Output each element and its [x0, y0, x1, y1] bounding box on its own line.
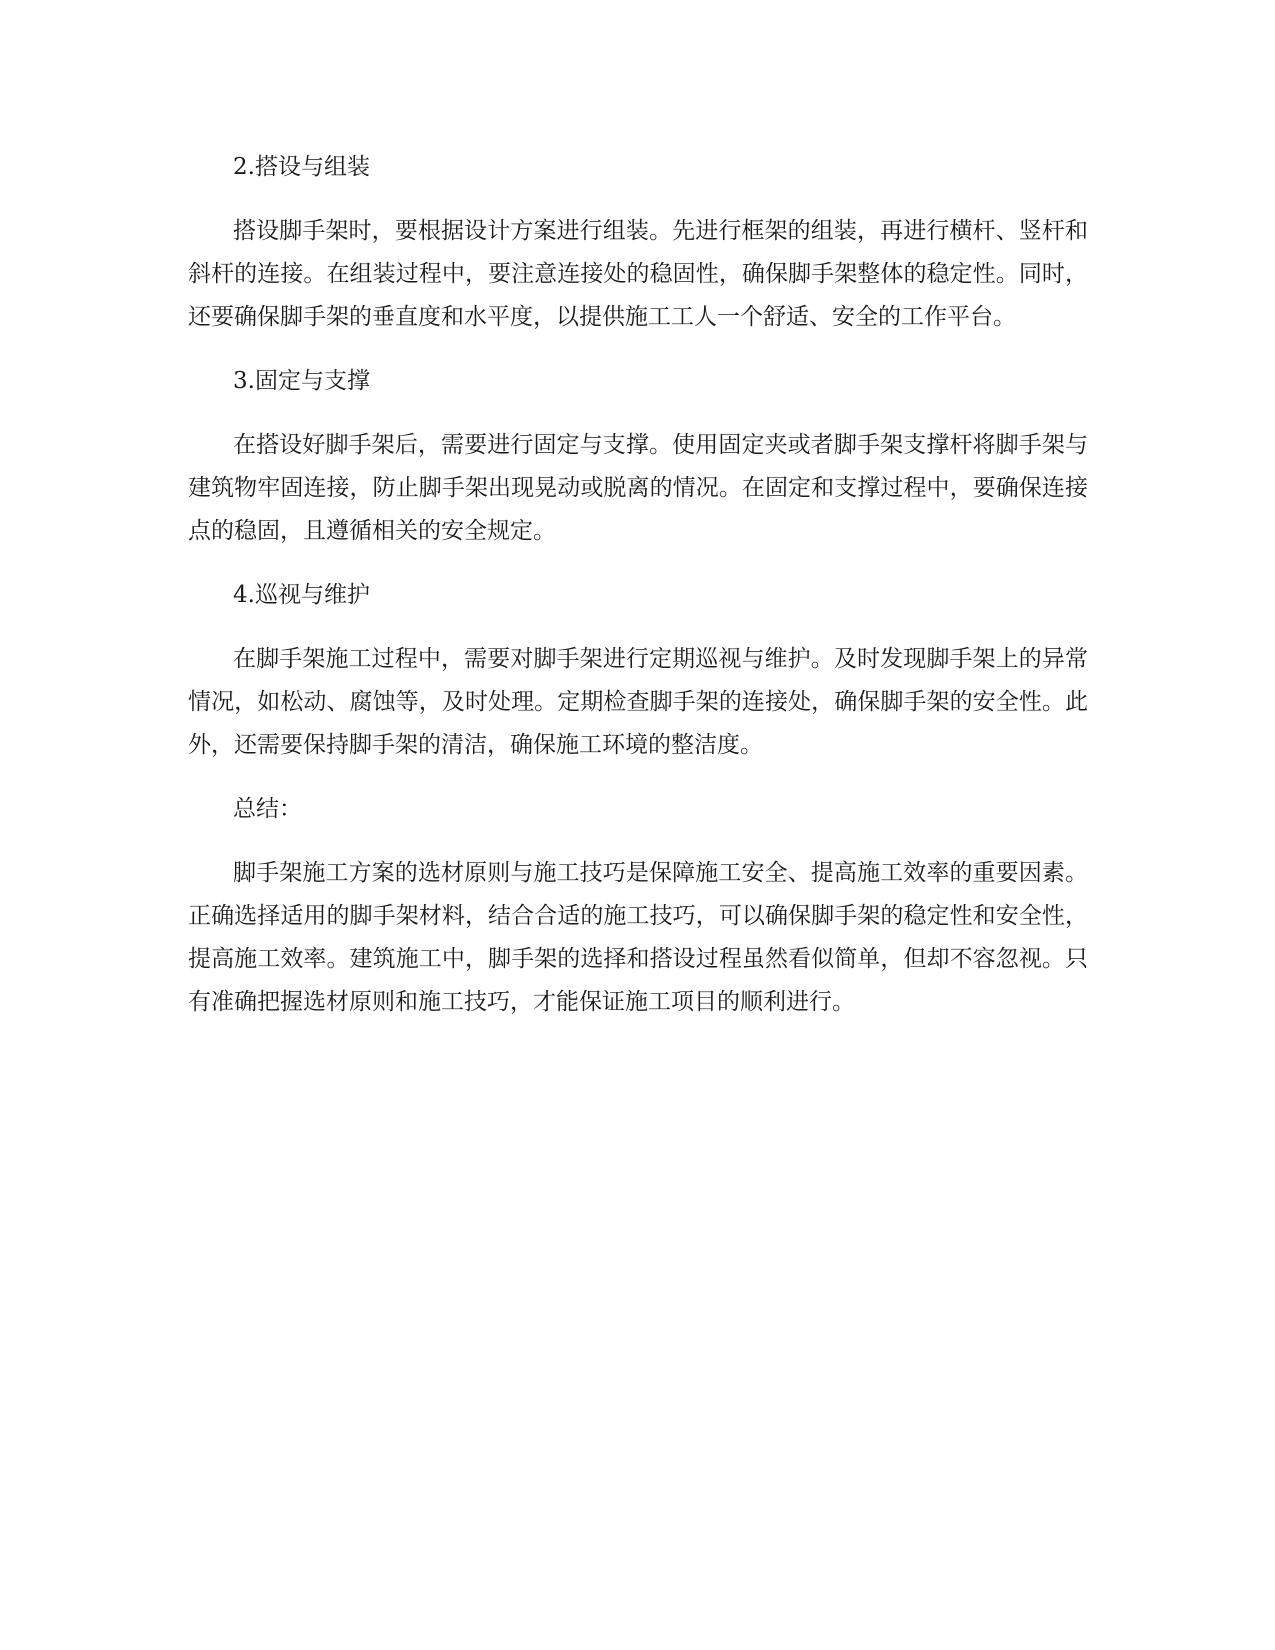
section-heading-fixing: 3.固定与支撑 [233, 368, 370, 394]
section-paragraph-summary: 脚手架施工方案的选材原则与施工技巧是保障施工安全、提高施工效率的重要因素。正确选择适用的脚手架材料，结合合适的施工技巧，可以确保脚手架的稳定性和安全性，提高施工效率。建筑施工中，脚手架的选择和搭设过程虽然看似简单，但却不容忽视。只有准确把握选材原则和施工技巧，才能保证施工项目的顺利进行。 [188, 860, 1088, 1015]
section-heading-assembly: 2.搭设与组装 [233, 154, 370, 180]
section-paragraph-assembly: 搭设脚手架时，要根据设计方案进行组装。先进行框架的组装，再进行横杆、竖杆和斜杆的连接。在组装过程中，要注意连接处的稳固性，确保脚手架整体的稳定性。同时，还要确保脚手架的垂直度和水平度，以提供施工工人一个舒适、安全的工作平台。 [188, 218, 1088, 330]
section-paragraph-inspection: 在脚手架施工过程中，需要对脚手架进行定期巡视与维护。及时发现脚手架上的异常情况，如松动、腐蚀等，及时处理。定期检查脚手架的连接处，确保脚手架的安全性。此外，还需要保持脚手架的清洁，确保施工环境的整洁度。 [188, 646, 1088, 758]
section-heading-summary: 总结： [233, 796, 302, 822]
section-paragraph-fixing: 在搭设好脚手架后，需要进行固定与支撑。使用固定夹或者脚手架支撑杆将脚手架与建筑物牢固连接，防止脚手架出现晃动或脱离的情况。在固定和支撑过程中，要确保连接点的稳固，且遵循相关的安全规定。 [188, 432, 1088, 544]
document-body [188, 146, 1088, 1024]
section-heading-inspection: 4.巡视与维护 [233, 582, 370, 608]
